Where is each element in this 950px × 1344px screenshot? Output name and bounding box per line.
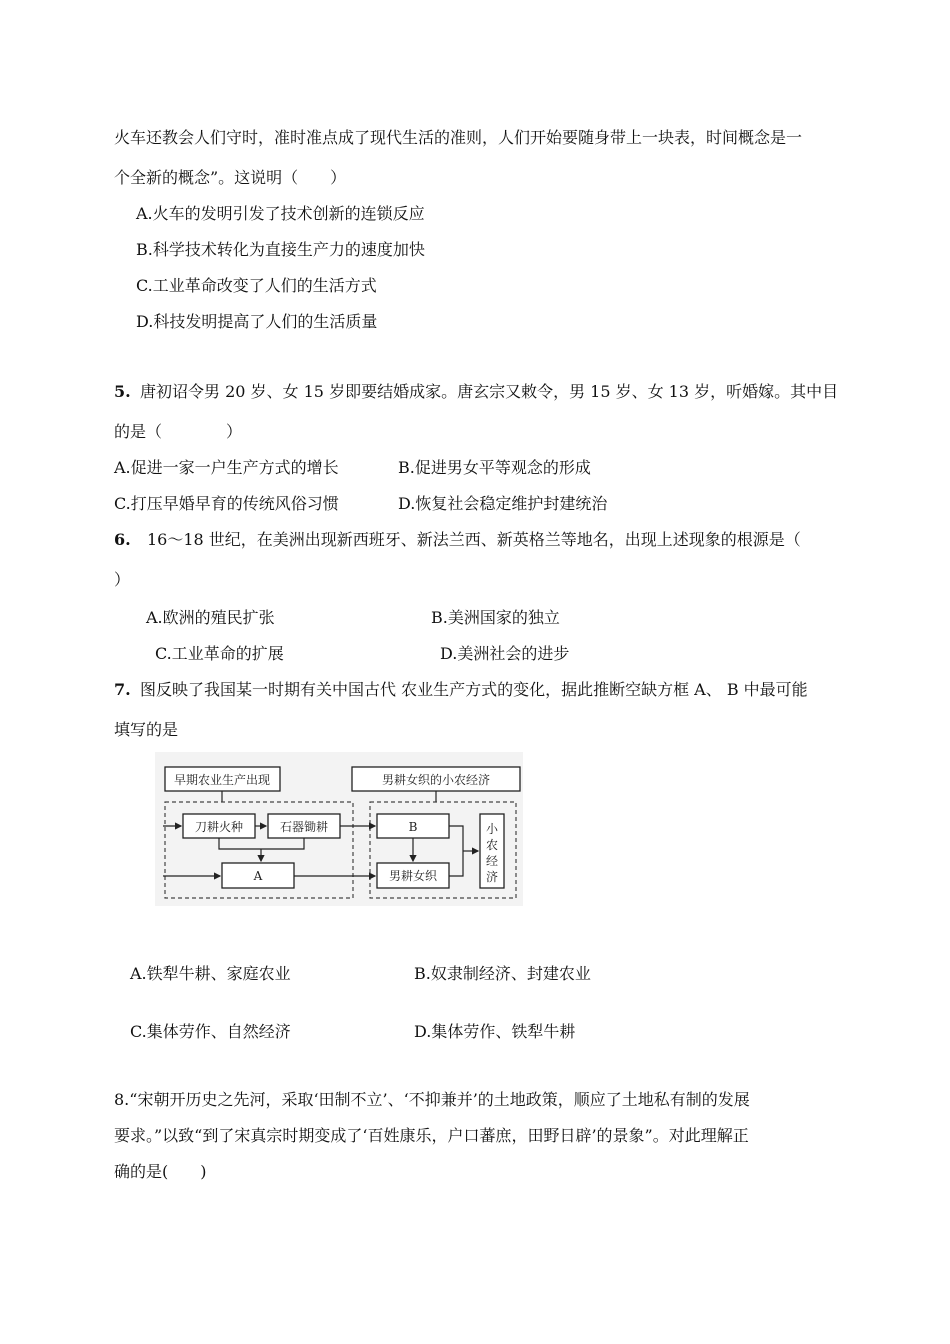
box-xiaonong-char-3: 经 [485,854,499,868]
q4-stem-line1: 火车还教会人们守时，准时准点成了现代生活的准则，人们开始要随身带上一块表，时间概念是一 [114,128,803,147]
q7-option-a: A.铁犁牛耕、家庭农业 [130,964,291,983]
box-nangeng-label: 男耕女织 [388,869,438,883]
q5-option-a: A.促进一家一户生产方式的增长 [114,458,339,477]
box-early-label: 早期农业生产出现 [173,773,271,787]
q7-option-c: C.集体劳作、自然经济 [130,1022,291,1041]
q7-stem-line1: 图反映了我国某一时期有关中国古代 农业生产方式的变化，据此推断空缺方框 A、 B 中最可能 [140,680,808,699]
box-slash-label: 刀耕火种 [194,820,244,834]
q8-stem-line2: 要求。”以致“到了宋真宗时期变成了‘百姓康乐，户口蕃庶，田野日辟’的景象”。对此理解正 [114,1126,749,1145]
q8-stem-line1: 8.“宋朝开历史之先河，采取‘田制不立’、‘不抑兼并’的土地政策，顺应了土地私有制的发展 [114,1090,750,1109]
q7-stem-line2: 填写的是 [114,720,179,739]
box-xiaonong-char-4: 济 [485,870,499,884]
q5-option-c: C.打压早婚早育的传统风俗习惯 [114,494,339,513]
box-xiaonong-char-1: 小 [485,822,499,836]
q7-number: 7. [114,680,131,699]
q4-option-a: A.火车的发明引发了技术创新的连锁反应 [136,204,425,223]
agriculture-flow-diagram [155,752,523,906]
q4-option-d: D.科技发明提高了人们的生活质量 [136,312,378,331]
q5-option-b: B.促进男女平等观念的形成 [398,458,591,477]
q6-number: 6. [114,530,131,549]
q4-stem-line2: 个全新的概念”。这说明（ ） [114,168,347,187]
box-b-label: B [408,820,418,834]
q7-option-b: B.奴隶制经济、封建农业 [414,964,591,983]
box-stone-label: 石器锄耕 [279,820,329,834]
q8-stem-line3: 确的是( ) [114,1162,207,1181]
q4-option-c: C.工业革命改变了人们的生活方式 [136,276,377,295]
box-small-label: 男耕女织的小农经济 [381,773,491,787]
q4-option-b: B.科学技术转化为直接生产力的速度加快 [136,240,425,259]
q7-option-d: D.集体劳作、铁犁牛耕 [414,1022,576,1041]
box-xiaonong-char-2: 农 [485,838,499,852]
q5-stem-line2: 的是（ ） [114,422,243,441]
q6-option-a: A.欧洲的殖民扩张 [146,608,275,627]
box-a-label: A [253,869,263,883]
q6-option-c: C.工业革命的扩展 [155,644,284,663]
q6-option-b: B.美洲国家的独立 [431,608,560,627]
q5-option-d: D.恢复社会稳定维护封建统治 [398,494,608,513]
q5-number: 5. [114,382,131,401]
q6-option-d: D.美洲社会的进步 [440,644,570,663]
q6-stem-line1: 16～18 世纪，在美洲出现新西班牙、新法兰西、新英格兰等地名，出现上述现象的根源是（ [147,530,801,549]
q5-stem-line1: 唐初诏令男 20 岁、女 15 岁即要结婚成家。唐玄宗又敕令，男 15 岁、女 13 岁，听婚嫁。其中目 [140,382,839,401]
q6-stem-line2: ） [114,570,131,589]
